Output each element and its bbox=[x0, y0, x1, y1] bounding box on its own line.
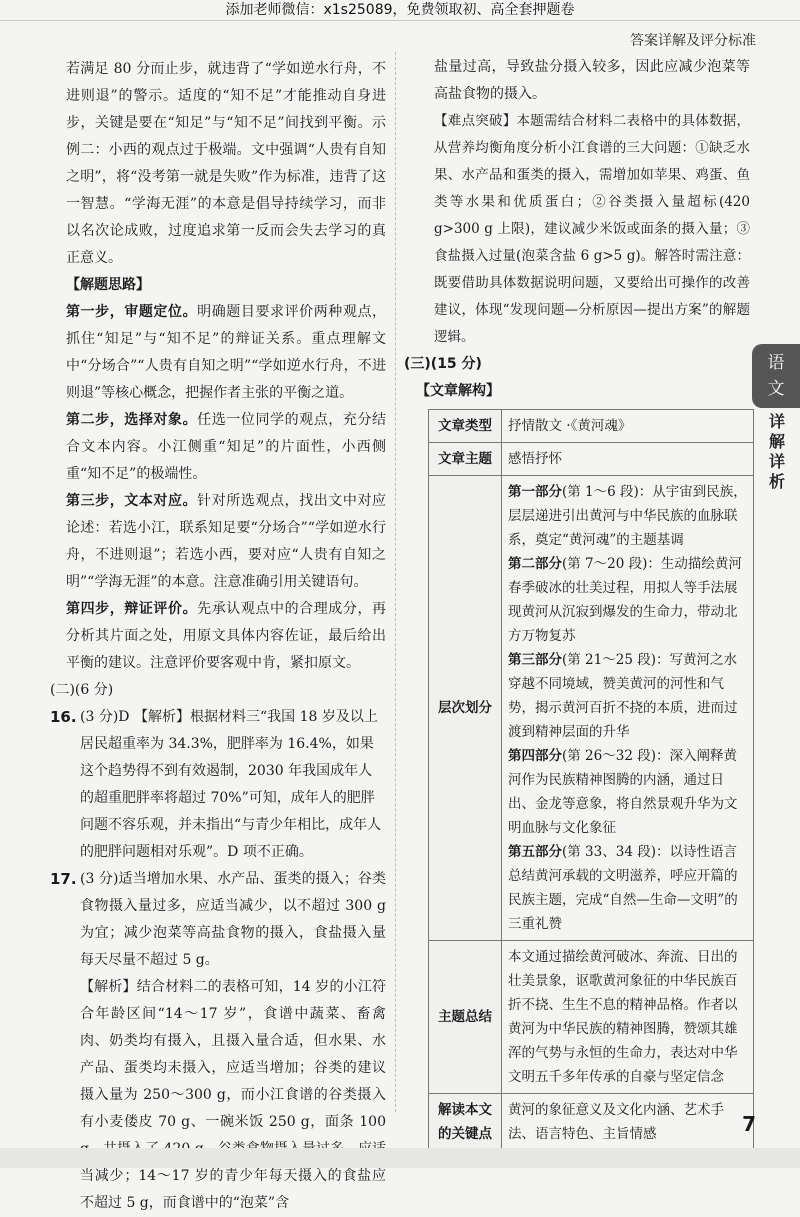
subject-tab-char-2: 文 bbox=[767, 379, 785, 399]
column-divider bbox=[395, 52, 396, 1112]
theme-value: 感悟抒怀 bbox=[502, 443, 754, 476]
type-value: 抒情散文 ·《黄河魂》 bbox=[502, 410, 754, 443]
part-1-head: 第一部分 bbox=[508, 484, 562, 500]
table-row bbox=[429, 443, 754, 476]
part-5 bbox=[508, 840, 747, 936]
question-16-answer: (3 分)D 【解析】根据材料三“我国 18 岁及以上居民超重率为 34.3%，肥胖率为 16.4%，如果这个趋势得不到有效遏制，2030 年我国成年人的超重肥胖率将超过 70%”可知，成年人的肥胖问题不容乐观，并未指出“与青少年相比，成年人的肥胖问题相对乐观”。D 项不正确。 bbox=[80, 709, 382, 860]
question-17-number: 17. bbox=[50, 870, 77, 888]
step-1-label: 第一步，审题定位。 bbox=[66, 304, 198, 320]
side-char-1: 详 bbox=[768, 412, 785, 431]
subject-tab bbox=[752, 344, 800, 408]
key-value: 黄河的象征意义及文化内涵、艺术手法、语言特色、主旨情感 bbox=[502, 1094, 754, 1151]
question-16 bbox=[50, 704, 386, 866]
top-banner: 添加老师微信：x1s25089，免费领取初、高全套押题卷 bbox=[0, 0, 800, 21]
side-char-2: 解 bbox=[768, 432, 785, 451]
left-column bbox=[50, 56, 387, 1217]
page-header: 答案详解及评分标准 bbox=[630, 33, 756, 49]
bottom-bar bbox=[0, 1148, 800, 1168]
step-2 bbox=[66, 407, 386, 488]
right-paragraph-1: 盐量过高，导致盐分摄入较多，因此应减少泡菜等高盐食物的摄入。 bbox=[434, 59, 750, 102]
type-label: 文章类型 bbox=[429, 410, 502, 443]
structure-title: 【文章解构】 bbox=[416, 383, 500, 399]
part-5-text: (第 33、34 段)：以诗性语言总结黄河承载的文明滋养，呼应开篇的民族主题，完成“自然—生命—文明”的三重礼赞 bbox=[508, 844, 738, 932]
difficulty-breakthrough: 【难点突破】本题需结合材料二表格中的具体数据，从营养均衡角度分析小江食谱的三大问题：①缺乏水果、水产品和蛋类的摄入，需增加如苹果、鸡蛋、鱼类等水果和优质蛋白；②谷类摄入量超标(420 g>300 g 上限)，建议减少米饭或面条的摄入量；③食盐摄入过量(泡菜含盐 6 g>5 g)。解答时需注意：既要借助具体数据说明问题，又要给出可操作的改善建议，体现“发现问题—分析原因—提出方案”的解题逻辑。 bbox=[434, 113, 750, 345]
left-paragraph-1: 若满足 80 分而止步，就违背了“学如逆水行舟，不进则退”的警示。适度的“知不足”才能推动自身进步，关键是要在“知足”与“知不足”间找到平衡。示例二：小西的观点过于极端。文中强调“人贵有自知之明”，将“没考第一就是失败”作为标准，违背了这一智慧。“学海无涯”的本意是倡导持续学习，而非以名次论成败，过度追求第一反而会失去学习的真正意义。 bbox=[66, 61, 386, 266]
step-3 bbox=[66, 488, 386, 596]
section-3-heading: (三)(15 分) bbox=[404, 356, 482, 372]
section-2-heading: (二)(6 分) bbox=[50, 682, 114, 698]
step-4-text: 先承认观点中的合理成分，再分析其片面之处，用原文具体内容佐证，最后给出平衡的建议。注意评价要客观中肯，紧扣原文。 bbox=[66, 601, 387, 671]
part-1 bbox=[508, 480, 747, 552]
levels-value bbox=[502, 476, 754, 941]
table-row bbox=[429, 476, 754, 941]
step-4 bbox=[66, 596, 386, 677]
article-structure-table bbox=[428, 409, 754, 1151]
table-row bbox=[429, 941, 754, 1094]
question-17-analysis: 【解析】结合材料二的表格可知，14 岁的小江符合年龄区间“14～17 岁”，食谱中蔬菜、畜禽肉、奶类均有摄入，且摄入量合适，但水果、水产品、蛋类均未摄入，应适当增加；谷类的建议摄入量为 250～300 g，而小江食谱的谷类摄入有小麦偻皮 70 g、一碗米饭 250 g，面条 100 当减少；14～17 岁的青少年每天摄入的食盐应不超过 5 g，而食谱中的“泡菜”含 bbox=[80, 979, 386, 1211]
part-3 bbox=[508, 648, 747, 744]
step-4-label: 第四步，辩证评价。 bbox=[66, 601, 198, 617]
right-column bbox=[404, 54, 750, 1151]
table-row bbox=[429, 410, 754, 443]
theme-label: 文章主题 bbox=[429, 443, 502, 476]
part-1-text: (第 1～6 段)：从宇宙到民族，层层递进引出黄河与中华民族的血脉联系，奠定“黄河魂”的主题基调 bbox=[508, 484, 747, 548]
key-label: 解读本文的关键点 bbox=[429, 1094, 502, 1151]
step-3-label: 第三步，文本对应。 bbox=[66, 493, 198, 509]
side-vertical-label bbox=[762, 412, 792, 492]
question-17-answer: (3 分)适当增加水果、水产品、蛋类的摄入；谷类食物摄入量过多，应适当减少，以不超过 300 g 为宜；减少泡菜等高盐食物的摄入，食盐摄入量每天尽量不超过 5 g。 bbox=[80, 871, 386, 968]
part-2 bbox=[508, 552, 747, 648]
table-row bbox=[429, 1094, 754, 1151]
part-3-head: 第三部分 bbox=[508, 652, 562, 668]
part-2-head: 第二部分 bbox=[508, 556, 562, 572]
question-16-number: 16. bbox=[50, 708, 77, 726]
page-number: 7 bbox=[742, 1112, 756, 1136]
step-2-text: 任选一位同学的观点，充分结合文本内容。小江侧重“知足”的片面性，小西侧重“知不足”的极端性。 bbox=[66, 412, 387, 482]
levels-label: 层次划分 bbox=[429, 476, 502, 941]
thinking-title: 【解题思路】 bbox=[66, 277, 150, 293]
summary-label: 主题总结 bbox=[429, 941, 502, 1094]
step-1-text: 明确题目要求评价两种观点，抓住“知足”与“知不足”的辩证关系。重点理解文中“分场合”“人贵有自知之明”“学如逆水行舟，不进则退”等核心概念，把握作者主张的平衡之道。 bbox=[66, 304, 387, 401]
summary-value: 本文通过描绘黄河破冰、奔流、日出的壮美景象，讴歌黄河象征的中华民族百折不挠、生生不息的精神品格。作者以黄河为中华民族的精神图腾，赞颂其雄浑的气势与永恒的生命力，表达对中华文明五千多年传承的自豪与坚定信念 bbox=[502, 941, 754, 1094]
side-char-3: 详 bbox=[768, 452, 785, 471]
step-2-label: 第二步，选择对象。 bbox=[66, 412, 198, 428]
part-4 bbox=[508, 744, 747, 840]
step-3-text: 针对所选观点，找出文中对应论述：若选小江，联系知足要“分场合”“学如逆水行舟，不进则退”；若选小西，要对应“人贵有自知之明”“学海无涯”的本意。注意准确引用关键语句。 bbox=[66, 493, 387, 590]
side-char-4: 析 bbox=[768, 472, 785, 491]
part-3-text: (第 21～25 段)：写黄河之水穿越不同境域，赞美黄河的河性和气势，揭示黄河百折不挠的本质，进而过渡到精神层面的升华 bbox=[508, 652, 738, 740]
step-1 bbox=[66, 299, 386, 407]
part-5-head: 第五部分 bbox=[508, 844, 562, 860]
subject-tab-char-1: 语 bbox=[767, 353, 785, 373]
part-4-head: 第四部分 bbox=[508, 748, 562, 764]
part-2-text: (第 7～20 段)：生动描绘黄河春季破冰的壮美过程，用拟人等手法展现黄河从沉寂到爆发的生命力，带动北方万物复苏 bbox=[508, 556, 742, 644]
part-4-text: (第 26～32 段)：深入阐释黄河作为民族精神图腾的内涵，通过日出、金龙等意象，将自然景观升华为文明血脉与文化象征 bbox=[508, 748, 738, 836]
